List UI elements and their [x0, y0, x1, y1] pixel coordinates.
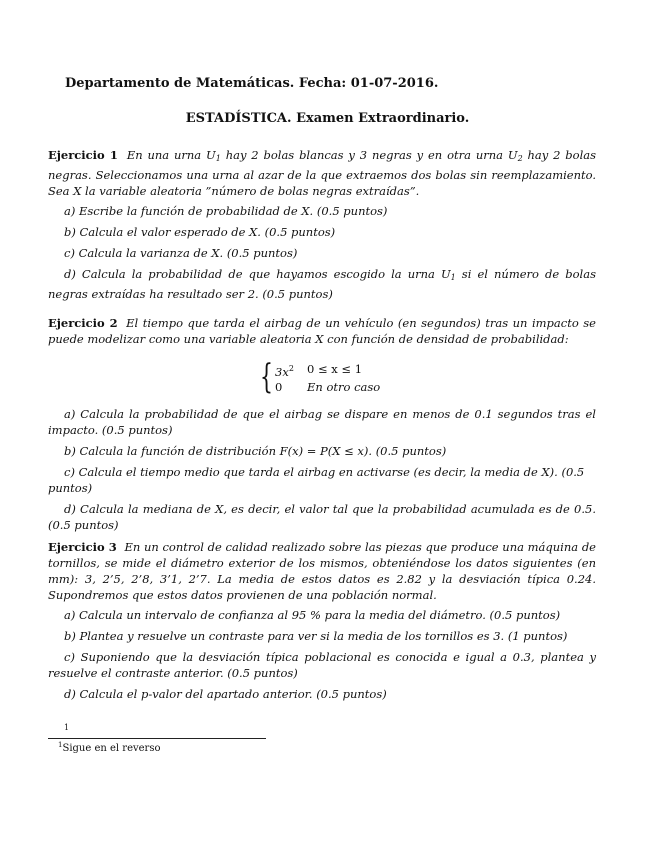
exercise-3-label: Ejercicio 3 — [48, 540, 117, 554]
exercise-1-statement: Ejercicio 1 En una urna $U_1$ hay 2 bolas blancas y 3 negras y en otra urna $U_2$ hay 2 bolas negras. Seleccionamos una urna al azar de la que extraemos dos bolas sin reemplazamiento. Sea X la variable aleatoria ”número de bolas negras extraídas”. — [48, 148, 597, 198]
exercise-1 — [48, 147, 596, 302]
density-row-2: 0 — [275, 380, 283, 394]
exercise-1-label: Ejercicio 1 — [48, 148, 118, 162]
exercise-3-statement: Ejercicio 3 En un control de calidad realizado sobre las piezas que produce una máquina de tornillos, se mide el diámetro exterior de los mismos, obteniéndose los datos siguientes (en mm): 3, 2’5, 2’8, 3’1, 2’7. La media de estos datos es 2.82 y la desviación típica 0.24. Supondremos que estos datos provienen de una población normal. — [48, 540, 596, 602]
exercise-2-label: Ejercicio 2 — [48, 316, 118, 330]
exercise-3-part-b: b) Plantea y resuelve un contraste para ver si la media de los tornillos es 3. (1 puntos) — [64, 629, 568, 643]
left-brace: { — [260, 357, 273, 397]
exercise-2-part-b: b) Calcula la función de distribución F(x) = P(X ≤ x). (0.5 puntos) — [64, 444, 447, 458]
exercise-2-parts — [48, 406, 596, 533]
exercise-2-part-c: c) Calcula el tiempo medio que tarda el airbag en activarse (es decir, la media de X). (0.5 puntos) — [48, 465, 585, 495]
exercise-3-part-a: a) Calcula un intervalo de confianza al 95 % para la media del diámetro. (0.5 puntos) — [64, 608, 561, 622]
exercise-1-part-c: c) Calcula la varianza de X. (0.5 puntos) — [64, 246, 298, 260]
exercise-3-part-d: d) Calcula el p-valor del apartado anterior. (0.5 puntos) — [64, 687, 387, 701]
footnote-rule — [48, 738, 266, 739]
exercise-3-part-c: c) Suponiendo que la desviación típica poblacional es conocida e igual a 0.3, plantea y resuelve el contraste anterior. (0.5 puntos) — [48, 650, 596, 680]
exercise-1-part-a: a) Escribe la función de probabilidad de X. (0.5 puntos) — [64, 204, 388, 218]
exercise-1-part-b: b) Calcula el valor esperado de X. (0.5 puntos) — [64, 225, 336, 239]
density-condition-2: En otro caso — [307, 380, 381, 394]
exercise-2-part-d: d) Calcula la mediana de X, es decir, el valor tal que la probabilidad acumulada es de 0.5. (0.5 puntos) — [48, 502, 596, 532]
department-date-header: Departamento de Matemáticas. Fecha: 01-07-2016. — [65, 76, 439, 91]
exercise-2-statement: Ejercicio 2 El tiempo que tarda el airbag de un vehículo (en segundos) tras un impacto se puede modelizar como una variable aleatoria X con función de densidad de probabilidad: — [48, 316, 596, 346]
exam-title: ESTADÍSTICA. Examen Extraordinario. — [185, 111, 470, 126]
density-row-1: $3x^2$ — [275, 364, 294, 379]
density-condition-1: 0 ≤ x ≤ 1 — [307, 362, 363, 376]
footnote: $^1$Sigue en el reverso — [58, 741, 161, 754]
exercise-2 — [48, 315, 596, 347]
exercise-2-part-a: a) Calcula la probabilidad de que el airbag se dispare en menos de 0.1 segundos tras el impacto. (0.5 puntos) — [48, 407, 596, 437]
footnote-mark: 1 — [64, 723, 70, 732]
exercise-3 — [48, 539, 596, 702]
exercise-1-part-d: d) Calcula la probabilidad de que hayamos escogido la urna $U_1$ si el número de bolas negras extraídas ha resultado ser 2. (0.5 puntos) — [48, 267, 596, 301]
